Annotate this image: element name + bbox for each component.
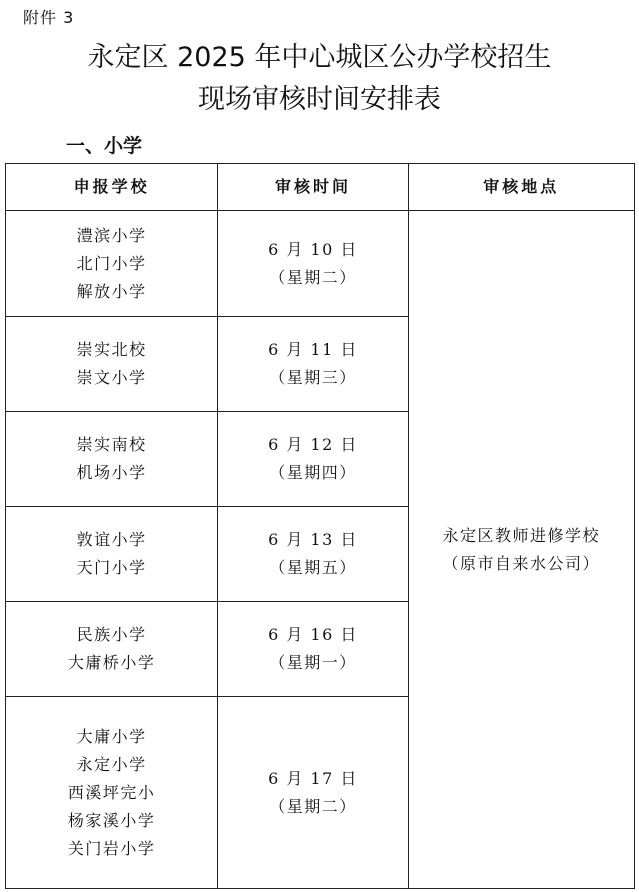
time-cell — [218, 602, 408, 697]
table-header-row — [6, 164, 635, 211]
school-name: 民族小学 — [76, 625, 147, 644]
location-cell — [408, 211, 634, 889]
school-cell — [6, 602, 218, 697]
school-name: 崇实南校 — [76, 435, 147, 454]
school-name: 澧滨小学 — [76, 225, 147, 245]
review-weekday: （星期四） — [269, 463, 357, 482]
review-weekday: （星期二） — [269, 267, 357, 287]
school-name: 北门小学 — [76, 253, 147, 273]
school-name: 永定小学 — [76, 754, 147, 774]
time-cell — [218, 697, 408, 889]
document-title-line1: 永定区 2025 年中心城区公办学校招生 — [87, 42, 552, 73]
section-heading: 一、小学 — [66, 135, 143, 157]
school-name: 解放小学 — [76, 281, 147, 301]
school-cell — [6, 317, 218, 412]
review-weekday: （星期五） — [269, 558, 357, 577]
review-weekday: （星期二） — [269, 796, 357, 816]
time-cell — [218, 507, 408, 602]
location-name: 永定区教师进修学校 — [442, 525, 601, 545]
school-name: 大庸桥小学 — [67, 653, 156, 672]
review-date: 6 月 12 日 — [268, 435, 358, 454]
table-row — [6, 211, 635, 317]
time-cell — [218, 211, 408, 317]
header-time: 审核时间 — [218, 164, 408, 211]
school-cell — [6, 697, 218, 889]
document-title-line2: 现场审核时间安排表 — [198, 84, 441, 115]
header-location: 审核地点 — [408, 164, 634, 211]
school-cell — [6, 507, 218, 602]
school-name: 关门岩小学 — [67, 838, 156, 858]
review-date: 6 月 16 日 — [268, 625, 358, 644]
review-date: 6 月 13 日 — [268, 530, 358, 549]
school-name: 杨家溪小学 — [67, 810, 156, 830]
header-school: 申报学校 — [6, 164, 218, 211]
time-cell — [218, 412, 408, 507]
school-name: 崇文小学 — [76, 368, 147, 387]
school-name: 天门小学 — [76, 558, 147, 577]
school-name: 大庸小学 — [76, 726, 147, 746]
review-date: 6 月 10 日 — [268, 239, 358, 259]
attachment-label: 附件 3 — [23, 8, 75, 27]
school-name: 敦谊小学 — [76, 530, 147, 549]
review-date: 6 月 17 日 — [268, 768, 358, 788]
school-name: 机场小学 — [76, 463, 147, 482]
review-date: 6 月 11 日 — [268, 340, 358, 359]
school-name: 西溪坪完小 — [67, 782, 156, 802]
school-cell — [6, 211, 218, 317]
review-weekday: （星期三） — [269, 368, 357, 387]
time-cell — [218, 317, 408, 412]
review-weekday: （星期一） — [269, 653, 357, 672]
location-note: （原市自来水公司） — [442, 553, 601, 573]
schedule-table — [5, 163, 635, 889]
school-name: 崇实北校 — [76, 340, 147, 359]
school-cell — [6, 412, 218, 507]
